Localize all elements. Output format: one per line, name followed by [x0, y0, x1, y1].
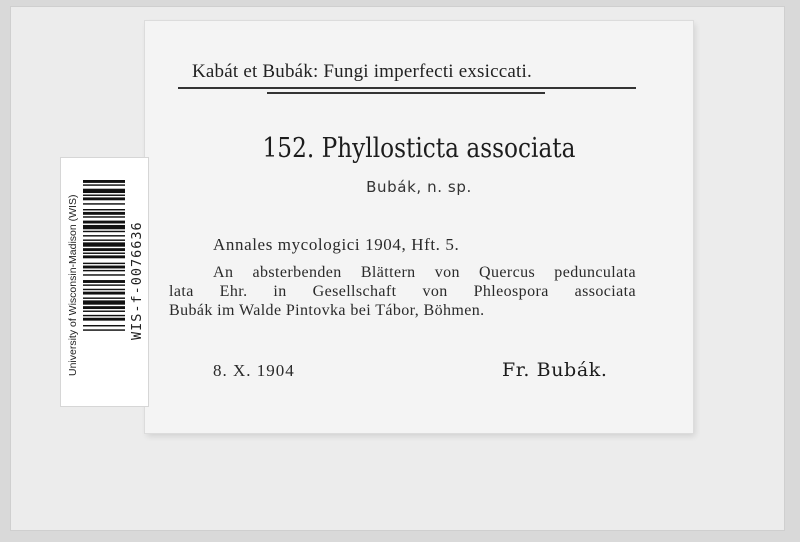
- header-rule-top: [178, 87, 636, 89]
- barcode-image: [83, 180, 125, 380]
- institution-name: University of Wisconsin-Madison (WIS): [67, 194, 79, 376]
- description-line: lata Ehr. in Gesellschaft von Phleospora associata: [169, 283, 636, 300]
- collection-date: 8. X. 1904: [213, 361, 295, 380]
- publication-citation: Annales mycologici 1904, Hft. 5.: [213, 235, 460, 254]
- taxon-author: Bubák, n. sp.: [366, 178, 472, 196]
- header-rule-bottom: [267, 92, 545, 94]
- description-line: An absterbenden Blättern von Quercus pedunculata: [213, 264, 636, 281]
- collector-name: Fr. Bubák.: [502, 359, 608, 381]
- catalog-number: WIS-f-0076636: [129, 221, 145, 340]
- taxon-title: 152. Phyllosticta associata: [262, 133, 576, 164]
- locality-description: [169, 263, 636, 320]
- description-line: Bubák im Walde Pintovka bei Tábor, Böhmen.: [169, 302, 485, 319]
- specimen-label: [145, 21, 693, 433]
- herbarium-sheet: [10, 6, 785, 531]
- barcode-label: [61, 158, 148, 406]
- series-header: Kabát et Bubák: Fungi imperfecti exsiccati.: [192, 61, 532, 82]
